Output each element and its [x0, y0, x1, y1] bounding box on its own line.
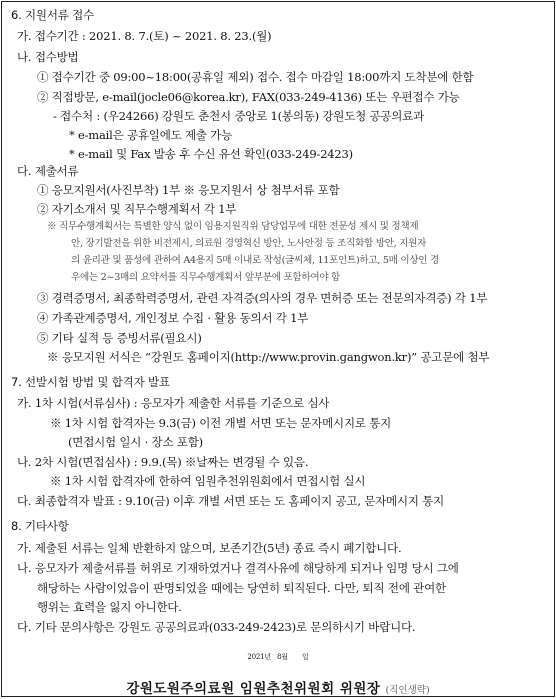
plan-note-line-4: 우에는 2~3매의 요약서를 직무수행계획서 앞부분에 포함하여야 함 — [71, 272, 340, 283]
final-announcement: 다. 최종합격자 발표 : 9.10(금) 이후 개별 서면 또는 도 홈페이지 공고, 문자메시지 통지 — [17, 494, 445, 508]
exam-stage-2: 나. 2차 시험(면접심사) : 9.9.(목) ※날짜는 변경될 수 있음. — [17, 455, 309, 469]
document-item-3: ③ 경력증명서, 최종학력증명서, 관련 자격증(의사의 경우 면허증 또는 전문의자격증) 각 1부 — [37, 291, 488, 305]
other-item-b-line-2: 해당하는 사람이었음이 판명되었을 때에는 당연히 퇴직된다. 다만, 퇴직 전에 관여한 — [37, 581, 446, 595]
document-item-1: ① 응모지원서(사진부착) 1부 ※ 응모지원서 상 첨부서류 포함 — [37, 183, 340, 197]
other-item-b-line-3: 행위는 효력을 잃지 아니한다. — [37, 600, 182, 614]
plan-note-line-2: 안, 장기발전을 위한 비전제시, 의료원 경영혁신 방안, 노사안정 등 조직화합 방안, 지원자 — [71, 238, 427, 249]
exam-stage-2-note: ※ 1차 시험 합격자에 한하여 임원추천위원회에서 면접시험 실시 — [50, 474, 366, 488]
exam-stage-1: 가. 1차 시험(서류심사) : 응모자가 제출한 서류를 기준으로 심사 — [17, 396, 330, 410]
other-item-b-line-1: 나. 응모자가 제출서류를 허위로 기재하였거나 결격사유에 해당하게 되거나 임명 당시 그에 — [17, 561, 459, 575]
announcement-date: 2021년 8월 일 — [247, 653, 309, 661]
recruitment-notice-page — [1, 1, 555, 697]
document-item-2: ② 자기소개서 및 직무수행계획서 각 1부 — [37, 202, 237, 216]
exam-stage-1-note-detail: (면접시험 일시 · 장소 포함) — [68, 435, 203, 449]
method-item-1: ① 접수기간 중 09:00~18:00(공휴일 제외) 접수. 접수 마감일 18:00까지 도착분에 한함 — [37, 70, 474, 84]
signer-title: 강원도원주의료원 임원추천위원회 위원장 — [126, 681, 381, 697]
plan-note-line-3: 의 윤리관 및 품성에 관하여 A4용지 5매 이내로 작성(글씨체, 11포인트)하고, 5매 이상인 경 — [71, 255, 439, 266]
signature-line — [2, 677, 554, 697]
section-8-title: 8. 기타사항 — [11, 519, 69, 533]
seal-omitted-note: (직인생략) — [385, 685, 430, 696]
form-download-note: ※ 응모지원 서식은 “강원도 홈페이지(http://www.provin.gangwon.kr)” 공고문에 첨부 — [47, 350, 490, 364]
section-6-title: 6. 지원서류 접수 — [11, 8, 94, 22]
method-item-2: ② 직접방문, e-mail(jocle06@korea.kr), FAX(033-249-4136) 또는 우편접수 가능 — [37, 90, 460, 104]
method-note-email: * e-mail은 공휴일에도 제출 가능 — [69, 128, 233, 142]
application-period: 가. 접수기간 : 2021. 8. 7.(토) ~ 2021. 8. 23.(월) — [17, 29, 272, 43]
other-item-c: 다. 기타 문의사항은 강원도 공공의료과(033-249-2423)로 문의하시기 바랍니다. — [17, 620, 416, 634]
method-address: - 접수처 : (우24266) 강원도 춘천시 중앙로 1(봉의동) 강원도청 공공의료과 — [53, 109, 425, 123]
document-item-5: ⑤ 기타 실적 등 증빙서류(필요시) — [37, 331, 202, 345]
other-item-a: 가. 제출된 서류는 일체 반환하지 않으며, 보존기간(5년) 종료 즉시 폐기합니다. — [17, 541, 402, 555]
application-method-title: 나. 접수방법 — [17, 50, 79, 64]
exam-stage-1-note: ※ 1차 시험 합격자는 9.3(금) 이전 개별 서면 또는 문자메시지로 통지 — [50, 416, 392, 430]
document-item-4: ④ 가족관계증명서, 개인정보 수집 · 활용 동의서 각 1부 — [37, 311, 309, 325]
method-note-fax: * e-mail 및 Fax 발송 후 수신 유선 확인(033-249-2423) — [69, 147, 353, 161]
section-7-title: 7. 선발시험 방법 및 합격자 발표 — [11, 375, 170, 389]
plan-note-line-1: ※ 직무수행계획서는 특별한 양식 없이 임용지원직위 담당업무에 대한 전문성 제시 및 정책제 — [47, 221, 419, 232]
documents-title: 다. 제출서류 — [17, 164, 79, 178]
